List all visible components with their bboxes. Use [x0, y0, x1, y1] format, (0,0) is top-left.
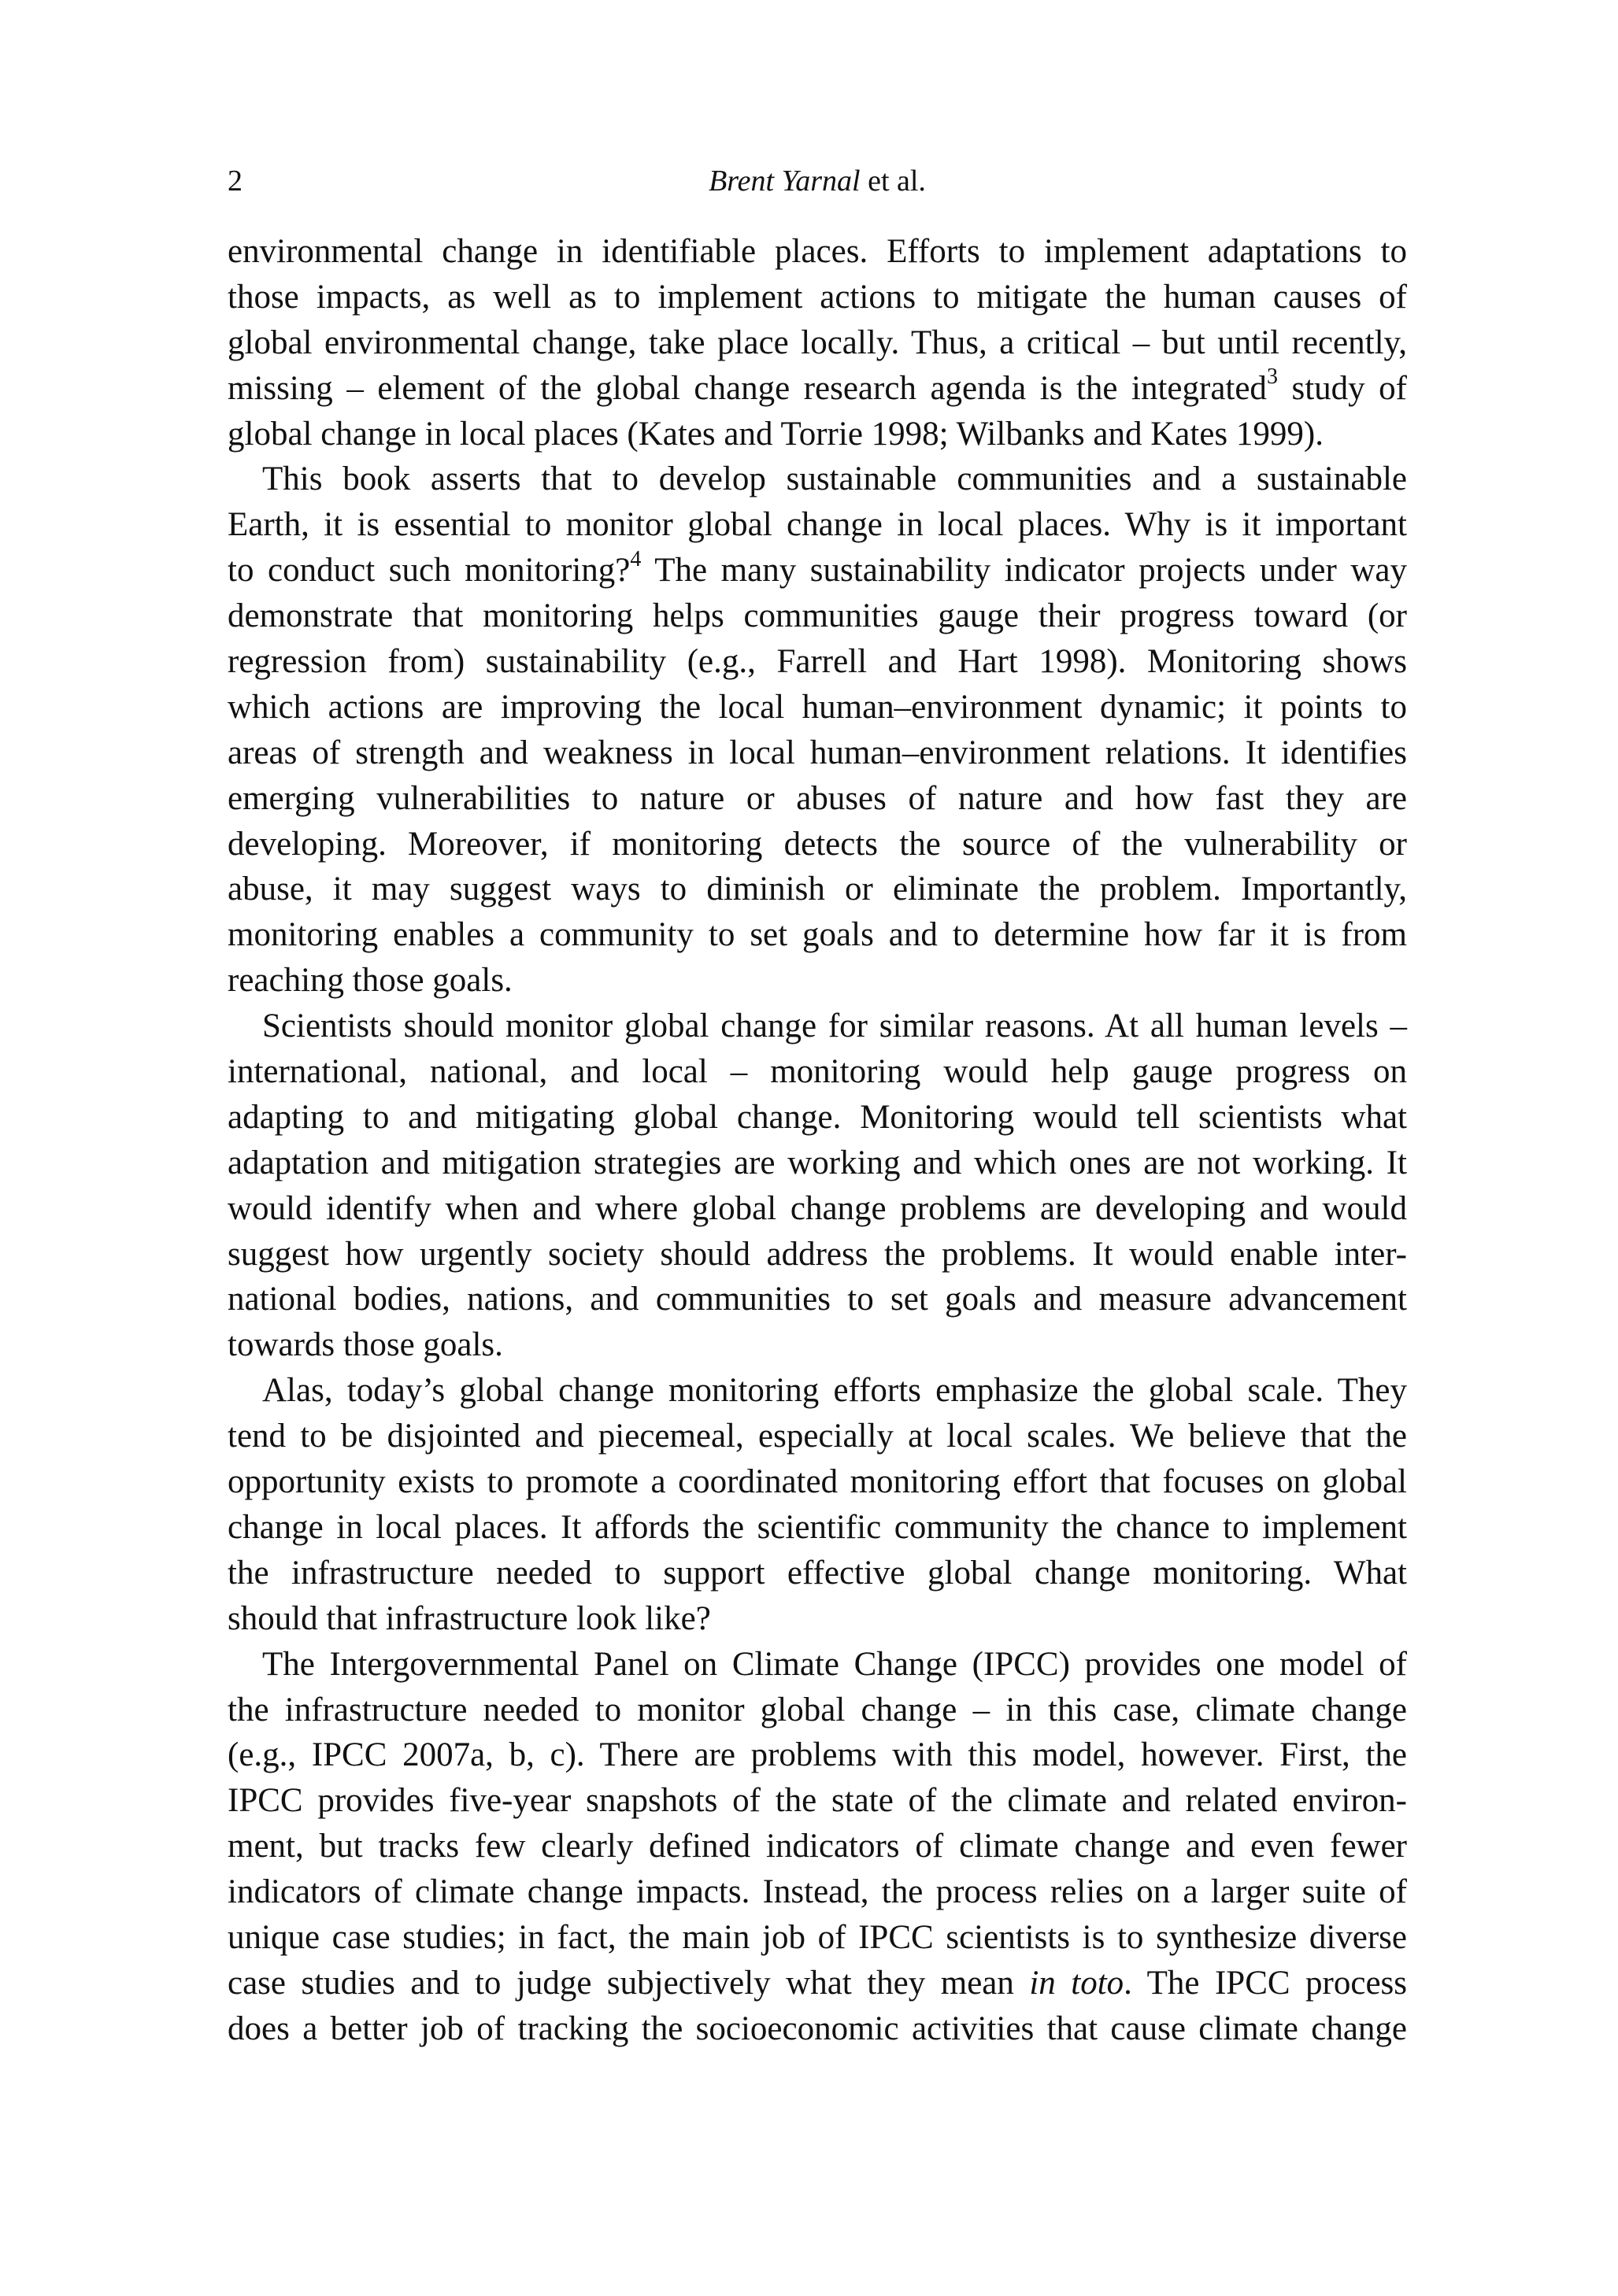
text-segment: to conduct such monitoring? — [228, 552, 631, 590]
body-text — [228, 229, 1407, 2052]
text-line: (e.g., IPCC 2007a, b, c). There are problems with this model, however. First, the — [228, 1736, 1407, 1774]
text-line: international, national, and local – monitoring would help gauge progress on — [228, 1053, 1407, 1091]
text-line: monitoring enables a community to set goals and to determine how far it is from — [228, 916, 1407, 954]
text-line: national bodies, nations, and communities to set goals and measure advancement — [228, 1281, 1407, 1318]
paragraph-5 — [228, 1642, 1407, 2052]
text-segment: The many sustainability indicator projects under way — [641, 552, 1408, 590]
paragraph-4 — [228, 1368, 1407, 1641]
text-line — [228, 366, 1407, 412]
text-line: adaptation and mitigation strategies are working and which ones are not working. It — [228, 1144, 1407, 1181]
text-line: regression from) sustainability (e.g., Farrell and Hart 1998). Monitoring shows — [228, 643, 1407, 681]
text-line: Earth, it is essential to monitor global change in local places. Why is it important — [228, 506, 1407, 544]
paragraph-2 — [228, 457, 1407, 1004]
text-line: would identify when and where global change problems are developing and would — [228, 1189, 1407, 1227]
text-segment: study of — [1277, 369, 1407, 407]
running-head-suffix: et al. — [868, 165, 926, 198]
running-head-author: Brent Yarnal — [709, 165, 861, 198]
text-line: Alas, today’s global change monitoring efforts emphasize the global scale. They — [262, 1372, 1407, 1410]
text-line: emerging vulnerabilities to nature or abuses of nature and how fast they are — [228, 779, 1407, 817]
text-line: demonstrate that monitoring helps communities gauge their progress toward (or — [228, 597, 1407, 635]
italic-phrase: in toto — [1029, 1964, 1124, 2002]
text-line — [228, 1961, 1407, 2006]
text-line: The Intergovernmental Panel on Climate Change (IPCC) provides one model of — [262, 1645, 1407, 1683]
footnote-marker-3: 3 — [1266, 364, 1278, 390]
text-line: those impacts, as well as to implement actions to mitigate the human causes of — [228, 278, 1407, 316]
text-line: This book asserts that to develop sustainable communities and a sustainable — [262, 460, 1407, 498]
text-line: environmental change in identifiable places. Efforts to implement adaptations to — [228, 233, 1407, 270]
text-line: reaching those goals. — [228, 962, 513, 1000]
text-line: Scientists should monitor global change for similar reasons. At all human levels – — [262, 1008, 1407, 1045]
text-line: which actions are improving the local human–environment dynamic; it points to — [228, 688, 1407, 726]
paragraph-3 — [228, 1004, 1407, 1368]
running-head — [228, 157, 1407, 205]
footnote-marker-4: 4 — [630, 546, 642, 571]
text-line: towards those goals. — [228, 1326, 503, 1364]
text-line: the infrastructure needed to monitor global change – in this case, climate change — [228, 1691, 1407, 1728]
text-line — [228, 548, 1407, 593]
text-line: the infrastructure needed to support effective global change monitoring. What — [228, 1554, 1407, 1592]
text-line: does a better job of tracking the socioeconomic activities that cause climate change — [228, 2009, 1407, 2047]
text-line: abuse, it may suggest ways to diminish or eliminate the problem. Importantly, — [228, 871, 1407, 908]
text-segment: missing – element of the global change research agenda is the integrated — [228, 369, 1267, 407]
text-line: developing. Moreover, if monitoring detects the source of the vulnerability or — [228, 825, 1407, 863]
page-number: 2 — [228, 165, 243, 198]
text-line: unique case studies; in fact, the main job of IPCC scientists is to synthesize diverse — [228, 1918, 1407, 1956]
text-line: should that infrastructure look like? — [228, 1599, 711, 1637]
paragraph-1 — [228, 229, 1407, 457]
text-line: global change in local places (Kates and Torrie 1998; Wilbanks and Kates 1999). — [228, 415, 1324, 453]
text-line: ment, but tracks few clearly defined indicators of climate change and even fewer — [228, 1828, 1407, 1865]
page-header — [228, 157, 1407, 205]
text-line: opportunity exists to promote a coordinated monitoring effort that focuses on global — [228, 1463, 1407, 1501]
text-segment: case studies and to judge subjectively what they mean — [228, 1964, 1030, 2002]
text-line: tend to be disjointed and piecemeal, especially at local scales. We believe that the — [228, 1418, 1407, 1455]
text-line: areas of strength and weakness in local human–environment relations. It identifies — [228, 734, 1407, 771]
text-line: adapting to and mitigating global change. Monitoring would tell scientists what — [228, 1098, 1407, 1136]
text-line: IPCC provides five-year snapshots of the state of the climate and related environ- — [228, 1782, 1407, 1820]
text-line: suggest how urgently society should address the problems. It would enable inter- — [228, 1235, 1407, 1273]
text-segment: . The IPCC process — [1124, 1964, 1407, 2002]
text-line: indicators of climate change impacts. Instead, the process relies on a larger suite of — [228, 1873, 1407, 1911]
text-line: change in local places. It affords the scientific community the chance to implement — [228, 1508, 1407, 1546]
text-line: global environmental change, take place locally. Thus, a critical – but until recently, — [228, 324, 1407, 361]
